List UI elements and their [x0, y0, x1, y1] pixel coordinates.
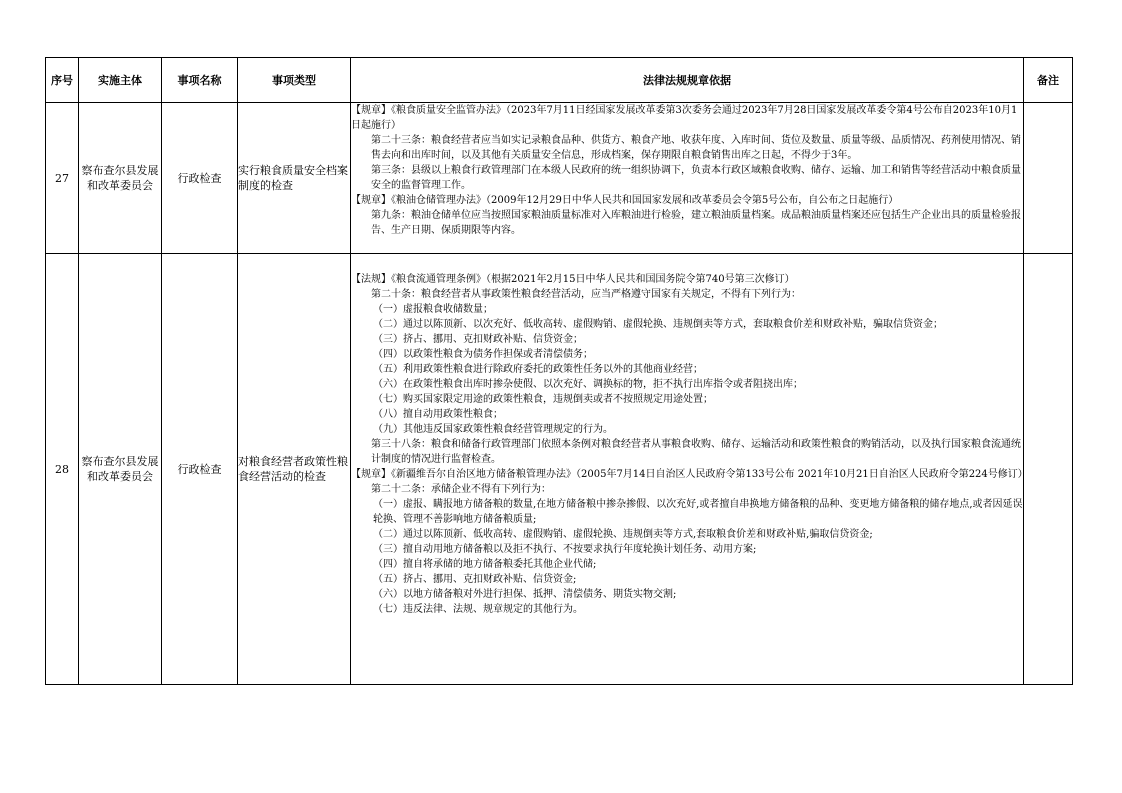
basis-line: 第三十八条：粮食和储备行政管理部门依照本条例对粮食经营者从事粮食收购、储存、运输活动和政策性粮食的购销活动，以及执行国家粮食流通统计制度的情况进行监督检查。	[371, 439, 1021, 465]
basis-line: 【规章】《新疆维吾尔自治区地方储备粮管理办法》（2005年7月14日自治区人民政府令第133号公布 2021年10月21日自治区人民政府令第224号修订）	[351, 469, 1028, 480]
header-row	[46, 58, 1073, 103]
basis-line: （三）擅自动用地方储备粮以及拒不执行、不按要求执行年度轮换计划任务、动用方案;	[373, 544, 757, 555]
cell-note	[1024, 254, 1073, 685]
basis-line: 【法规】《粮食流通管理条例》（根据2021年2月15日中华人民共和国国务院令第740号第三次修订）	[351, 274, 795, 285]
basis-line: （四）以政策性粮食为债务作担保或者清偿债务；	[373, 349, 593, 360]
header-entity: 实施主体	[79, 58, 162, 103]
basis-line: （九）其他违反国家政策性粮食经营管理规定的行为。	[373, 424, 613, 435]
basis-line: （五）挤占、挪用、克扣财政补贴、信贷资金;	[373, 574, 577, 585]
basis-line: （七）违反法律、法规、规章规定的其他行为。	[373, 604, 583, 615]
basis-line: （一）虚报、瞒报地方储备粮的数量,在地方储备粮中掺杂掺假、以次充好,或者擅自串换地方储备粮的品种、变更地方储备粮的储存地点,或者因延误轮换、管理不善影响地方储备粮质量;	[373, 499, 1023, 525]
cell-seq: 27	[46, 103, 79, 254]
cell-note	[1024, 103, 1073, 254]
basis-line: 第三条：县级以上粮食行政管理部门在本级人民政府的统一组织协调下，负责本行政区域粮食收购、储存、运输、加工和销售等经营活动中粮食质量安全的监督管理工作。	[371, 165, 1021, 191]
table-row	[46, 103, 1073, 254]
cell-item-name: 行政检查	[162, 103, 238, 254]
basis-line: （二）通过以陈顶新、低收高转、虚假购销、虚假轮换、违规倒卖等方式,套取粮食价差和财政补贴,骗取信贷资金;	[373, 529, 873, 540]
header-seq: 序号	[46, 58, 79, 103]
basis-line: 第二十条：粮食经营者从事政策性粮食经营活动，应当严格遵守国家有关规定，不得有下列行为：	[371, 289, 801, 300]
basis-line: 【规章】《粮油仓储管理办法》（2009年12月29日中华人民共和国国家发展和改革委员会令第5号公布，自公布之日起施行）	[351, 195, 899, 206]
basis-line: （四）擅自将承储的地方储备粮委托其他企业代储;	[373, 559, 597, 570]
header-item-name: 事项名称	[162, 58, 238, 103]
header-item-type: 事项类型	[238, 58, 351, 103]
header-basis: 法律法规规章依据	[351, 58, 1024, 103]
cell-basis	[351, 103, 1024, 254]
cell-item-type: 实行粮食质量安全档案制度的检查	[238, 103, 351, 254]
basis-line: （七）购买国家限定用途的政策性粮食，违规倒卖或者不按照规定用途处置；	[373, 394, 713, 405]
basis-line: （八）擅自动用政策性粮食；	[373, 409, 503, 420]
regulation-table	[45, 57, 1073, 685]
basis-line: （六）在政策性粮食出库时掺杂使假、以次充好、调换标的物，拒不执行出库指令或者阻挠出库；	[373, 379, 803, 390]
header-note: 备注	[1024, 58, 1073, 103]
cell-basis	[351, 254, 1028, 685]
cell-item-name: 行政检查	[162, 254, 238, 685]
cell-seq: 28	[46, 254, 79, 685]
basis-line: 第二十二条：承储企业不得有下列行为：	[371, 484, 551, 495]
basis-line: （五）利用政策性粮食进行除政府委托的政策性任务以外的其他商业经营；	[373, 364, 703, 375]
cell-item-type: 对粮食经营者政策性粮食经营活动的检查	[238, 254, 351, 685]
basis-line: （二）通过以陈顶新、以次充好、低收高转、虚假购销、虚假轮换、违规倒卖等方式，套取粮食价差和财政补贴，骗取信贷资金；	[373, 319, 943, 330]
cell-entity: 察布查尔县发展和改革委员会	[79, 254, 162, 685]
basis-line: （三）挤占、挪用、克扣财政补贴、信贷资金；	[373, 334, 583, 345]
basis-line: （一）虚报粮食收储数量；	[373, 304, 493, 315]
table-row	[46, 254, 1073, 685]
cell-entity: 察布查尔县发展和改革委员会	[79, 103, 162, 254]
basis-line: 第二十三条：粮食经营者应当如实记录粮食品种、供货方、粮食产地、收获年度、入库时间、货位及数量、质量等级、品质情况、药剂使用情况、销售去向和出库时间，以及其他有关质量安全信息，形成档案，保存期限自粮食销售出库之日起，不得少于3年。	[371, 135, 1021, 161]
basis-line: 第九条：粮油仓储单位应当按照国家粮油质量标准对入库粮油进行检验，建立粮油质量档案。成品粮油质量档案还应包括生产企业出具的质量检验报告、生产日期、保质期限等内容。	[371, 210, 1021, 236]
basis-line: （六）以地方储备粮对外进行担保、抵押、清偿债务、期货实物交割;	[373, 589, 677, 600]
basis-line: 【规章】《粮食质量安全监管办法》（2023年7月11日经国家发展改革委第3次委务会通过2023年7月28日国家发展改革委令第4号公布自2023年10月1日起施行）	[351, 105, 1018, 131]
